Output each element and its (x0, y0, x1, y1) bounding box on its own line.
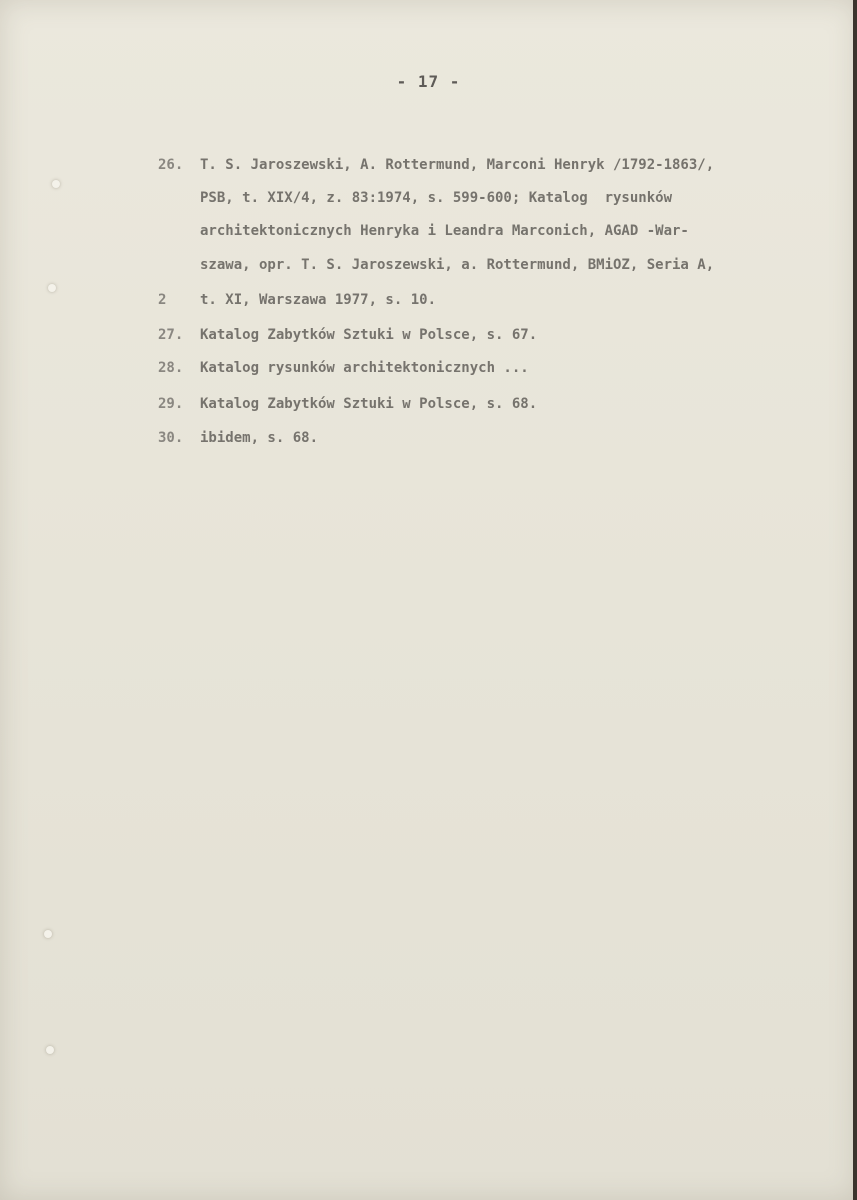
footnote-number: 29. (158, 396, 184, 412)
footnote-text-line: Katalog Zabytków Sztuki w Polsce, s. 67. (200, 327, 538, 343)
footnote-text-line: Katalog Zabytków Sztuki w Polsce, s. 68. (200, 396, 538, 412)
footnote-number: 28. (158, 360, 184, 376)
footnote-text-line: Katalog rysunków architektonicznych ... (200, 360, 529, 376)
footnote-text-line: szawa, opr. T. S. Jaroszewski, a. Rottermund, BMiOZ, Seria A, (200, 257, 715, 273)
footnote-text-line: architektonicznych Henryka i Leandra Marconich, AGAD -War- (200, 223, 689, 239)
footnote-text-line: PSB, t. XIX/4, z. 83:1974, s. 599-600; Katalog rysunków (200, 190, 673, 206)
footnote-number: 30. (158, 430, 184, 446)
punch-hole (48, 284, 56, 292)
margin-mark: 2 (158, 292, 167, 308)
footnote-text-line: ibidem, s. 68. (200, 430, 319, 446)
punch-hole (52, 180, 60, 188)
footnote-number: 26. (158, 157, 184, 173)
footnote-number: 27. (158, 327, 184, 343)
page-edge-shadow (853, 0, 857, 1200)
page-number: - 17 - (396, 72, 461, 91)
punch-hole (46, 1046, 54, 1054)
footnote-text-line: t. XI, Warszawa 1977, s. 10. (200, 292, 437, 308)
punch-hole (44, 930, 52, 938)
footnote-text-line: T. S. Jaroszewski, A. Rottermund, Marconi Henryk /1792-1863/, (200, 157, 715, 173)
